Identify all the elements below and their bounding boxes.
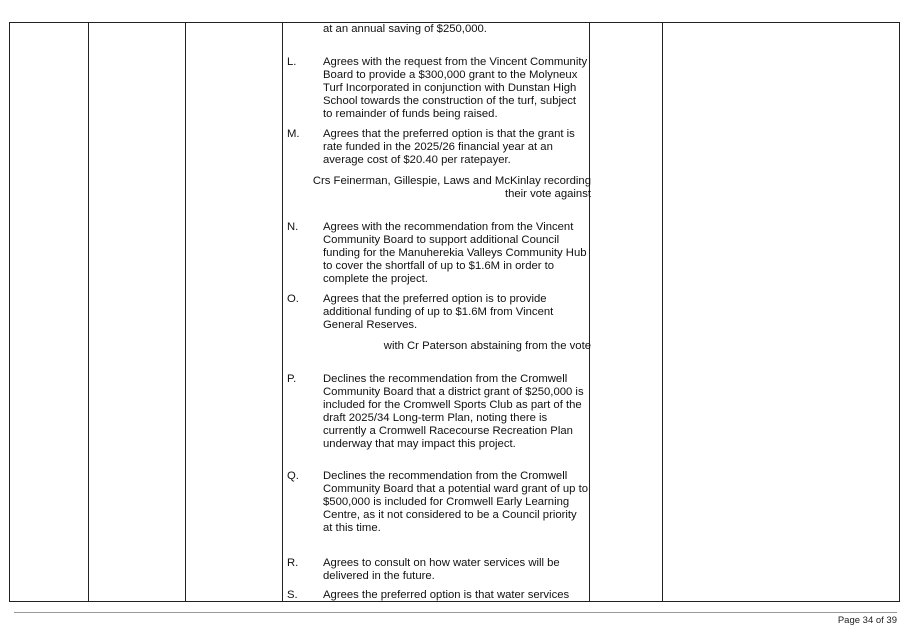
item-text: Agrees to consult on how water services will be delivered in the future. — [323, 557, 560, 583]
item-text: Agrees that the preferred option is that the grant is rate funded in the 2025/26 financial year at an average cost of $20.40 per ratepayer. — [323, 128, 575, 167]
item-text: Agrees that the preferred option is to provide additional funding of up to $1.6M from Vincent General Reserves. — [323, 293, 554, 332]
item-text: Declines the recommendation from the Cromwell Community Board that a potential ward grant of up to $500,000 is included for Cromwell Early Learning Centre, as it not considered to be a Council priority at this time. — [323, 470, 588, 535]
vote-against-note-2: their vote against — [504, 188, 591, 200]
item-letter: M. — [287, 128, 300, 140]
table-column-5 — [589, 23, 663, 601]
vote-against-note-1: Crs Feinerman, Gillespie, Laws and McKinlay recording — [312, 175, 591, 187]
table-column-1 — [10, 23, 89, 601]
item-letter: O. — [287, 293, 299, 305]
footer-divider — [14, 612, 897, 613]
item-text: Agrees with the request from the Vincent Community Board to provide a $300,000 grant to the Molyneux Turf Incorporated in conjunction with Dunstan High School towards the construction of the turf, subject to remainder of funds being raised. — [323, 56, 588, 121]
abstain-note: with Cr Paterson abstaining from the vote — [383, 340, 591, 352]
item-letter: Q. — [287, 470, 299, 482]
page-number: Page 34 of 39 — [837, 615, 897, 626]
item-text: Declines the recommendation from the Cromwell Community Board that a district grant of $250,000 is included for the Cromwell Sports Club as part of the draft 2025/34 Long-term Plan, noting there is currently a Cromwell Racecourse Recreation Plan underway that may impact this project. — [323, 373, 584, 451]
table-column-3 — [185, 23, 283, 601]
item-letter: N. — [287, 221, 299, 233]
minutes-table — [9, 22, 900, 602]
item-text: Agrees with the recommendation from the Vincent Community Board to support additional Council funding for the Manuherekia Valleys Community Hub to cover the shortfall of up to $1.6M in order to complete the project. — [323, 221, 587, 286]
item-letter: P. — [287, 373, 297, 385]
item-letter: S. — [287, 589, 298, 601]
table-column-2 — [88, 23, 186, 601]
item-letter: L. — [287, 56, 297, 68]
item-text: Agrees the preferred option is that water services — [323, 589, 570, 601]
item-letter: R. — [287, 557, 299, 569]
continuation-text: at an annual saving of $250,000. — [323, 23, 487, 35]
